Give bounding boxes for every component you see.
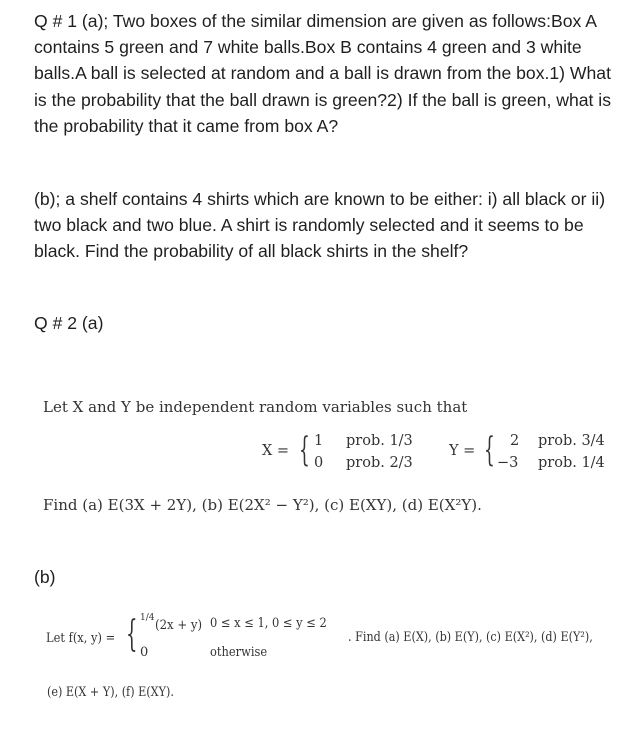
question-1b-text: (b); a shelf contains 4 shirts which are known to be either: i) all black or ii) two black and two blue. A shirt is randomly selected and it seems to be black. Find the probability of all black shirts in the shelf? (34, 189, 606, 262)
y-def-lhs: Y = (449, 443, 476, 459)
y-brace-icon: { (484, 430, 495, 470)
question-2a-heading: Q # 2 (a) (34, 313, 104, 333)
y-value-2: −3 (497, 455, 519, 471)
x-def-lhs: X = (262, 443, 290, 459)
x-brace-icon: { (299, 430, 310, 470)
f-lhs: Let f(x, y) = (46, 631, 116, 646)
find-text: Find (a) E(3X + 2Y), (b) E(2X² − Y²), (c) E(XY), (d) E(X²Y). (43, 496, 482, 514)
y-value-1: 2 (510, 433, 520, 449)
x-prob-1: prob. 1/3 (346, 433, 413, 449)
x-prob-2: prob. 2/3 (346, 455, 413, 471)
f-brace-icon: { (126, 614, 138, 655)
x-value-2: 0 (314, 455, 324, 471)
intro-text: Let X and Y be independent random variables such that (43, 398, 468, 416)
question-2a-image (0, 380, 638, 520)
f-condition-1: 0 ≤ x ≤ 1, 0 ≤ y ≤ 2 (210, 616, 327, 631)
f-case-2: 0 (140, 645, 149, 660)
f-fraction: 1/4 (140, 613, 155, 623)
question-2b-label: (b) (34, 567, 56, 587)
f-find-text: . Find (a) E(X), (b) E(Y), (c) E(X²), (d) E(Y²), (348, 630, 593, 645)
f-condition-2: otherwise (210, 645, 268, 660)
x-value-1: 1 (314, 433, 324, 449)
f-case-1: (2x + y) (155, 618, 203, 633)
question-2b-image (0, 605, 638, 740)
f-find-text-2: (e) E(X + Y), (f) E(XY). (47, 685, 174, 700)
y-prob-1: prob. 3/4 (538, 433, 605, 449)
question-1a-text: Q # 1 (a); Two boxes of the similar dimension are given as follows:Box A contains 5 green and 7 white balls.Box B contains 4 green and 3 white balls.A ball is selected at random and a ball is drawn from the box.1) What is the probability that the ball drawn is green?2) If the ball is green, what is the probability that it came from box A? (34, 11, 612, 136)
y-prob-2: prob. 1/4 (538, 455, 605, 471)
